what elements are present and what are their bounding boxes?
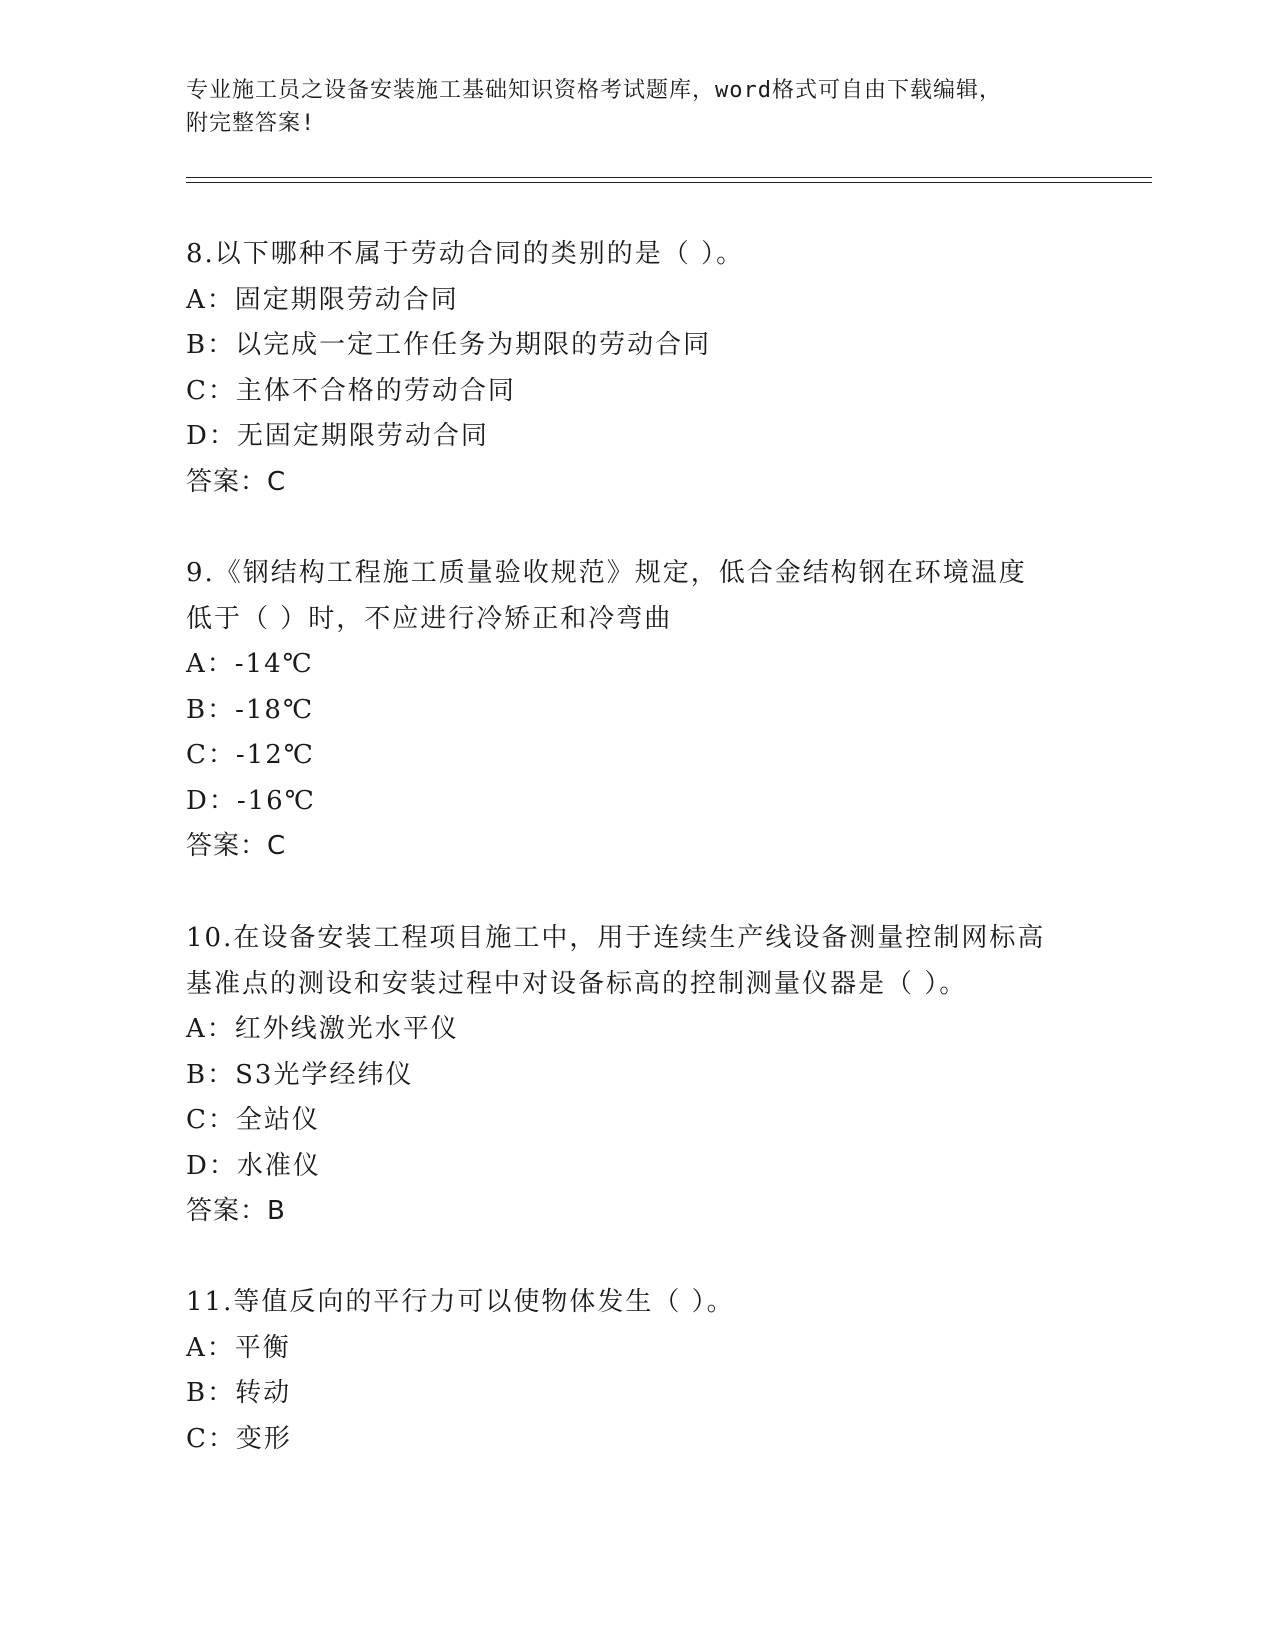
option-a: A：平衡 xyxy=(186,1332,291,1363)
question-9 xyxy=(186,551,1086,870)
option-c: C：主体不合格的劳动合同 xyxy=(186,375,516,406)
option-c: C：变形 xyxy=(186,1423,292,1454)
header-line-1: 专业施工员之设备安装施工基础知识资格考试题库，word格式可自由下载编辑， xyxy=(186,78,1002,103)
option-a: A：-14℃ xyxy=(186,649,314,679)
question-8 xyxy=(186,232,1086,505)
option-d: D：水准仪 xyxy=(186,1150,321,1181)
document-header xyxy=(186,74,1086,140)
question-stem-line-1: 10.在设备安装工程项目施工中，用于连续生产线设备测量控制网标高 xyxy=(186,923,1046,953)
option-d: D：-16℃ xyxy=(186,785,316,816)
question-stem: 11.等值反向的平行力可以使物体发生（ ）。 xyxy=(186,1287,735,1317)
option-d: D：无固定期限劳动合同 xyxy=(186,421,489,451)
header-line-2: 附完整答案! xyxy=(186,111,316,136)
option-c: C：全站仪 xyxy=(186,1105,320,1135)
option-a: A：固定期限劳动合同 xyxy=(186,284,459,315)
question-11 xyxy=(186,1280,1086,1462)
answer: 答案：C xyxy=(186,466,287,497)
option-b: B：转动 xyxy=(186,1378,292,1408)
answer: 答案：B xyxy=(186,1196,286,1226)
header-divider-top xyxy=(186,177,1152,178)
question-10 xyxy=(186,916,1086,1235)
question-stem-line-1: 9.《钢结构工程施工质量验收规范》规定，低合金结构钢在环境温度 xyxy=(186,558,1027,588)
question-stem-line-2: 低于（ ）时，不应进行冷矫正和冷弯曲 xyxy=(186,603,673,634)
option-a: A：红外线激光水平仪 xyxy=(186,1014,459,1044)
option-b: B：以完成一定工作任务为期限的劳动合同 xyxy=(186,330,712,360)
question-stem-line-2: 基准点的测设和安装过程中对设备标高的控制测量仪器是（ ）。 xyxy=(186,968,968,999)
question-stem: 8.以下哪种不属于劳动合同的类别的是（ ）。 xyxy=(186,239,745,269)
answer: 答案：C xyxy=(186,831,287,861)
header-divider-bottom xyxy=(186,182,1152,183)
option-b: B：S3光学经纬仪 xyxy=(186,1059,414,1090)
option-b: B：-18℃ xyxy=(186,694,315,725)
option-c: C：-12℃ xyxy=(186,740,315,770)
